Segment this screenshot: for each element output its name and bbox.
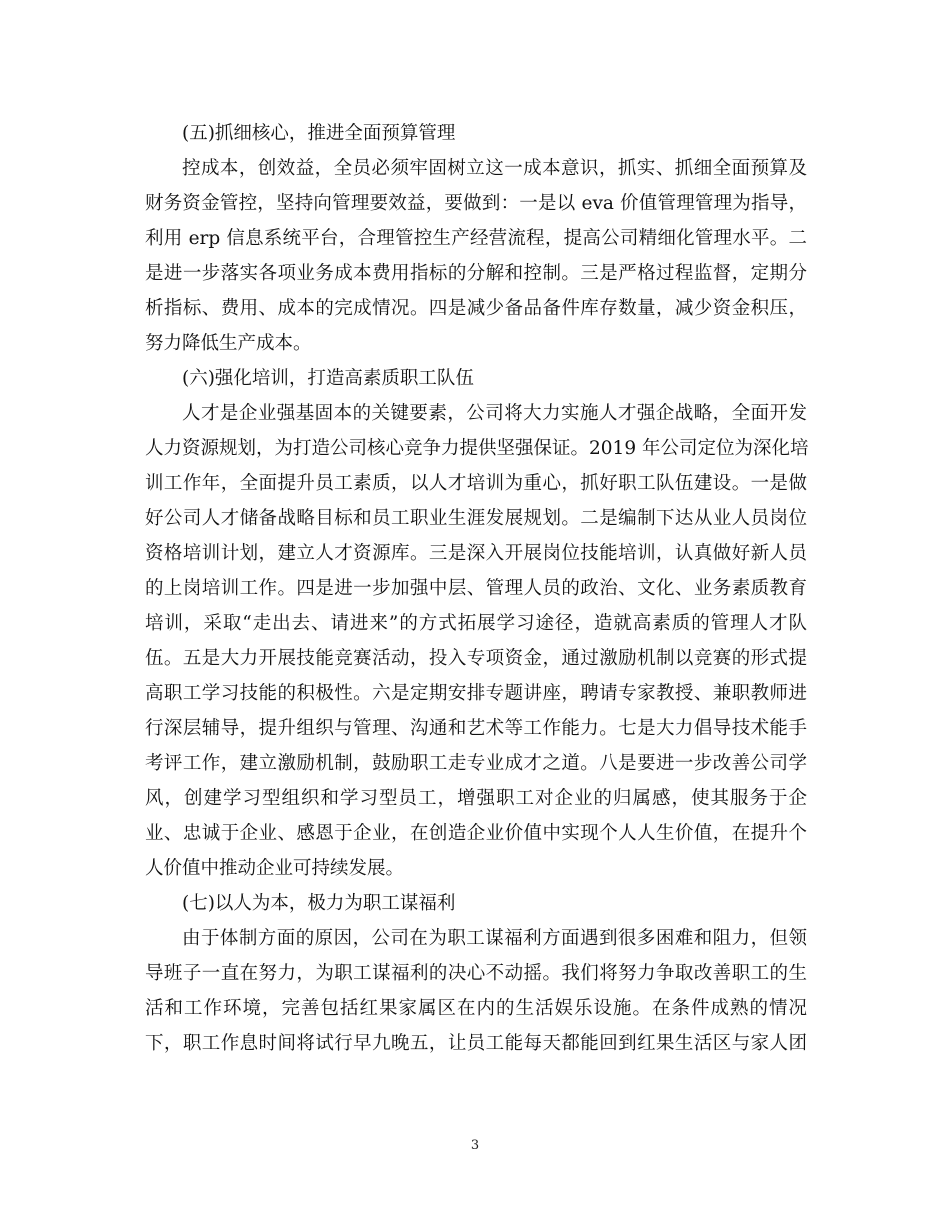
paragraph-line: 训工作年，全面提升员工素质，以人才培训为重心，抓好职工队伍建设。一是做 (145, 473, 807, 494)
paragraph-line: 人力资源规划，为打造公司核心竞争力提供坚强保证。2019 年公司定位为深化培 (145, 438, 809, 459)
section-paragraph-7 (145, 921, 807, 1061)
paragraph-line: 人才是企业强基固本的关键要素，公司将大力实施人才强企战略，全面开发 (182, 403, 807, 424)
paragraph-line: 高职工学习技能的积极性。六是定期安排专题讲座，聘请专家教授、兼职教师进 (145, 683, 807, 704)
paragraph-line: 伍。五是大力开展技能竞赛活动，投入专项资金，通过激励机制以竞赛的形式提 (145, 648, 807, 669)
paragraph-line: 析指标、费用、成本的完成情况。四是减少备品备件库存数量，减少资金积压， (145, 298, 807, 319)
paragraph-line: 业、忠诚于企业、感恩于企业，在创造企业价值中实现个人人生价值，在提升个 (145, 823, 807, 844)
paragraph-line: 行深层辅导，提升组织与管理、沟通和艺术等工作能力。七是大力倡导技术能手 (145, 718, 807, 739)
paragraph-line: 人价值中推动企业可持续发展。 (145, 858, 405, 879)
section-paragraph-5 (145, 151, 807, 361)
paragraph-line: 活和工作环境，完善包括红果家属区在内的生活娱乐设施。在条件成熟的情况 (145, 998, 807, 1019)
paragraph-line: 由于体制方面的原因，公司在为职工谋福利方面遇到很多困难和阻力，但领 (182, 928, 807, 949)
paragraph-line: 财务资金管控，坚持向管理要效益，要做到：一是以 eva 价值管理管理为指导， (145, 193, 807, 214)
paragraph-line: 的上岗培训工作。四是进一步加强中层、管理人员的政治、文化、业务素质教育 (145, 578, 807, 599)
paragraph-line: 利用 erp 信息系统平台，合理管控生产经营流程，提高公司精细化管理水平。二 (145, 228, 807, 249)
paragraph-line: 下，职工作息时间将试行早九晚五，让员工能每天都能回到红果生活区与家人团 (145, 1033, 807, 1054)
paragraph-line: 培训，采取“走出去、请进来”的方式拓展学习途径，造就高素质的管理人才队 (145, 613, 807, 634)
page-number: 3 (470, 1138, 480, 1153)
paragraph-line: 控成本，创效益，全员必须牢固树立这一成本意识，抓实、抓细全面预算及 (182, 158, 807, 179)
paragraph-line: 努力降低生产成本。 (145, 333, 312, 354)
paragraph-line: 风，创建学习型组织和学习型员工，增强职工对企业的归属感，使其服务于企 (145, 788, 807, 809)
paragraph-line: 资格培训计划，建立人才资源库。三是深入开展岗位技能培训，认真做好新人员 (145, 543, 807, 564)
section-heading-5: (五)抓细核心，推进全面预算管理 (182, 123, 456, 144)
section-heading-6: (六)强化培训，打造高素质职工队伍 (182, 368, 474, 389)
section-heading-7: (七)以人为本，极力为职工谋福利 (182, 893, 456, 914)
paragraph-line: 好公司人才储备战略目标和员工职业生涯发展规划。二是编制下达从业人员岗位 (145, 508, 807, 529)
paragraph-line: 是进一步落实各项业务成本费用指标的分解和控制。三是严格过程监督，定期分 (145, 263, 807, 284)
paragraph-line: 考评工作，建立激励机制，鼓励职工走专业成才之道。八是要进一步改善公司学 (145, 753, 807, 774)
document-body (145, 116, 807, 1061)
paragraph-line: 导班子一直在努力，为职工谋福利的决心不动摇。我们将努力争取改善职工的生 (145, 963, 807, 984)
section-paragraph-6 (145, 396, 807, 886)
